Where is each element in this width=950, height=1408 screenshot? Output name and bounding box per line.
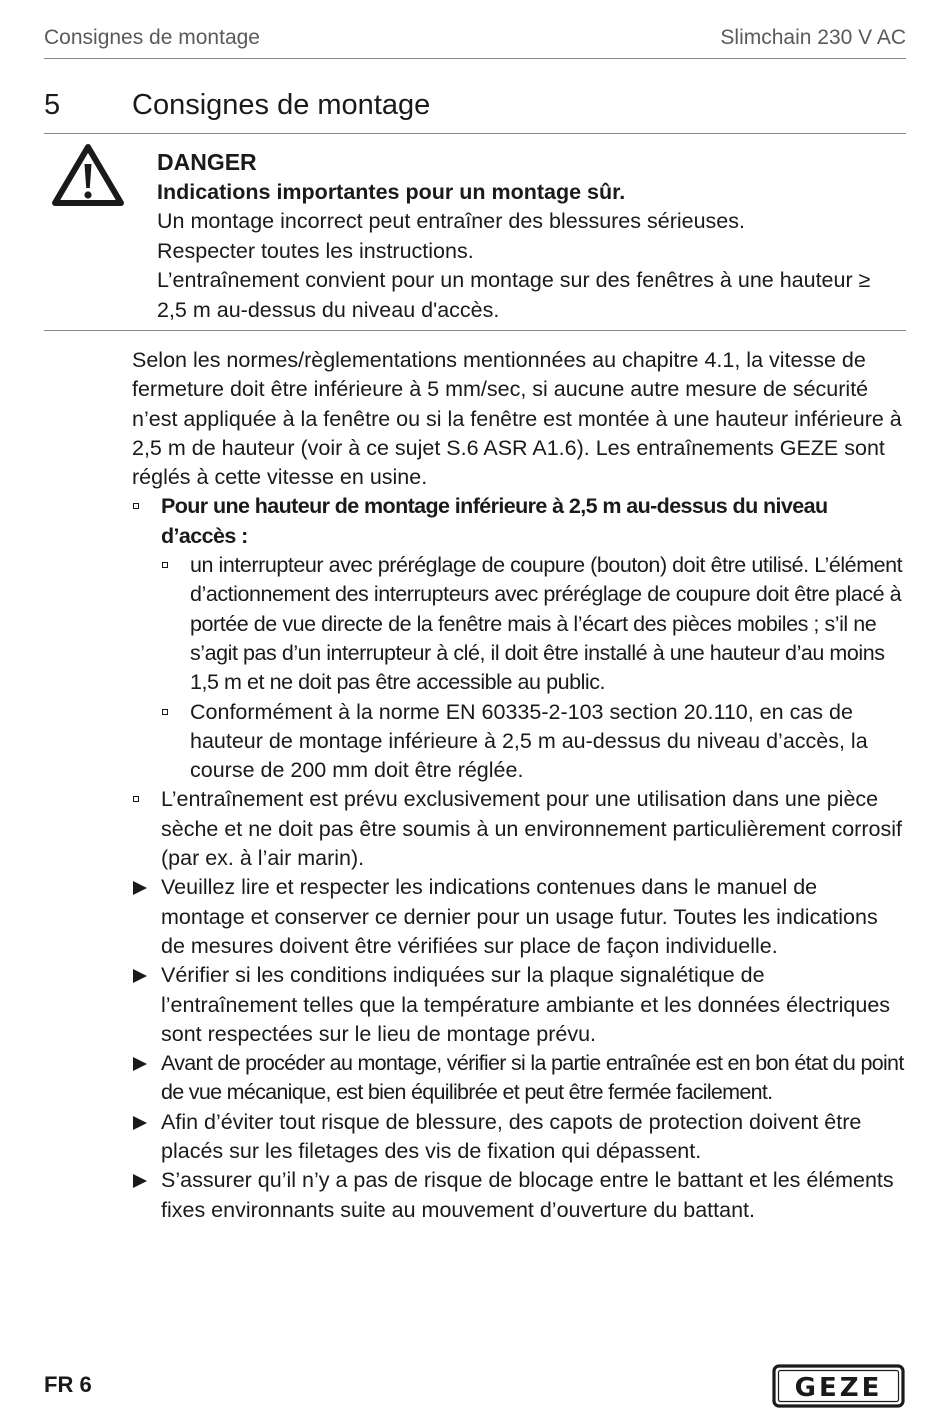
danger-signal-word: DANGER — [157, 149, 257, 175]
square-bullet-icon — [162, 709, 168, 715]
danger-notice — [44, 134, 906, 331]
action-arrow-icon — [133, 1116, 147, 1130]
sub-item-text: Conformément à la norme EN 60335-2-103 section 20.110, en cas de hauteur de montage inférieure à 2,5 m au-dessus du niveau d’accès, la course de 200 mm doit être réglée. — [190, 699, 868, 783]
list-item — [161, 698, 904, 786]
action-arrow-icon — [133, 969, 147, 983]
running-header-right: Slimchain 230 V AC — [720, 26, 906, 49]
page-number: FR 6 — [44, 1372, 92, 1397]
action-text: Veuillez lire et respecter les indications contenues dans le manuel de montage et conserver ce dernier pour un usage futur. Toutes les indications de mesures doivent être vérifiées sur place de façon individuelle. — [161, 875, 878, 958]
action-item — [132, 1049, 904, 1108]
action-item — [132, 873, 904, 961]
action-arrow-icon — [133, 1174, 147, 1188]
list-item — [132, 492, 904, 785]
geze-logo-icon — [772, 1364, 905, 1408]
body-text — [132, 346, 904, 1225]
section-heading — [44, 84, 906, 134]
danger-line: L’entraînement convient pour un montage sur des fenêtres à une hauteur ≥ 2,5 m au-dessus du niveau d'accès. — [157, 268, 871, 322]
square-bullet-icon — [162, 562, 168, 568]
sub-list — [161, 551, 904, 785]
danger-text — [157, 148, 906, 325]
warning-triangle-icon — [50, 142, 126, 208]
action-text: S’assurer qu’il n’y a pas de risque de blocage entre le battant et les éléments fixes environnants suite au mouvement d’ouverture du battant. — [161, 1168, 894, 1222]
low-mount-heading: Pour une hauteur de montage inférieure à 2,5 m au-dessus du niveau d’accès : — [161, 494, 828, 548]
action-item — [132, 961, 904, 1049]
action-item — [132, 1166, 904, 1225]
action-item — [132, 1108, 904, 1167]
action-arrow-icon — [133, 1057, 147, 1071]
action-text: Vérifier si les conditions indiquées sur la plaque signalétique de l’entraînement telles que la température ambiante et les données électriques sont respectées sur le lieu de montage prévu. — [161, 963, 891, 1046]
intro-paragraph: Selon les normes/règlementations mentionnées au chapitre 4.1, la vitesse de fermeture doit être inférieure à 5 mm/sec, si aucune autre mesure de sécurité n’est appliquée à la fenêtre ou si la fenêtre est montée à une hauteur inférieure à 2,5 m de hauteur (voir à ce sujet S.6 ASR A1.6). Les entraînements GEZE sont réglés à cette vitesse en usine. — [132, 348, 902, 490]
square-bullet-icon — [133, 503, 139, 509]
action-text: Avant de procéder au montage, vérifier si la partie entraînée est en bon état du point de vue mécanique, est bien équilibrée et peut être fermée facilement. — [161, 1051, 904, 1105]
requirement-list — [132, 492, 904, 873]
section-title: Consignes de montage — [132, 89, 431, 121]
running-header — [44, 26, 906, 59]
action-text: Afin d’éviter tout risque de blessure, des capots de protection doivent être placés sur les filetages des vis de fixation qui dépassent. — [161, 1109, 862, 1164]
danger-headline: Indications importantes pour un montage sûr. — [157, 179, 626, 204]
list-item — [132, 785, 904, 873]
list-item — [161, 551, 904, 697]
running-header-left: Consignes de montage — [44, 26, 260, 49]
dry-room-text: L’entraînement est prévu exclusivement pour une utilisation dans une pièce sèche et ne doit pas être soumis à un environnement particulièrement corrosif (par ex. à l’air marin). — [161, 787, 902, 871]
sub-item-text: un interrupteur avec préréglage de coupure (bouton) doit être utilisé. L’élément d’actionnement des interrupteurs avec préréglage de coupure doit être placé à portée de vue directe de la fenêtre mais à l’écart des pièces mobiles ; s’il ne s’agit pas d’un interrupteur à clé, il doit être installé à une hauteur d’au moins 1,5 m et ne doit pas être accessible au public. — [190, 553, 903, 695]
danger-line: Respecter toutes les instructions. — [157, 238, 474, 263]
danger-line: Un montage incorrect peut entraîner des blessures sérieuses. — [157, 209, 745, 233]
logo-text: GEZE — [794, 1373, 883, 1403]
action-arrow-icon — [133, 881, 147, 895]
section-number: 5 — [44, 89, 61, 121]
action-list — [132, 873, 904, 1225]
square-bullet-icon — [133, 796, 139, 802]
